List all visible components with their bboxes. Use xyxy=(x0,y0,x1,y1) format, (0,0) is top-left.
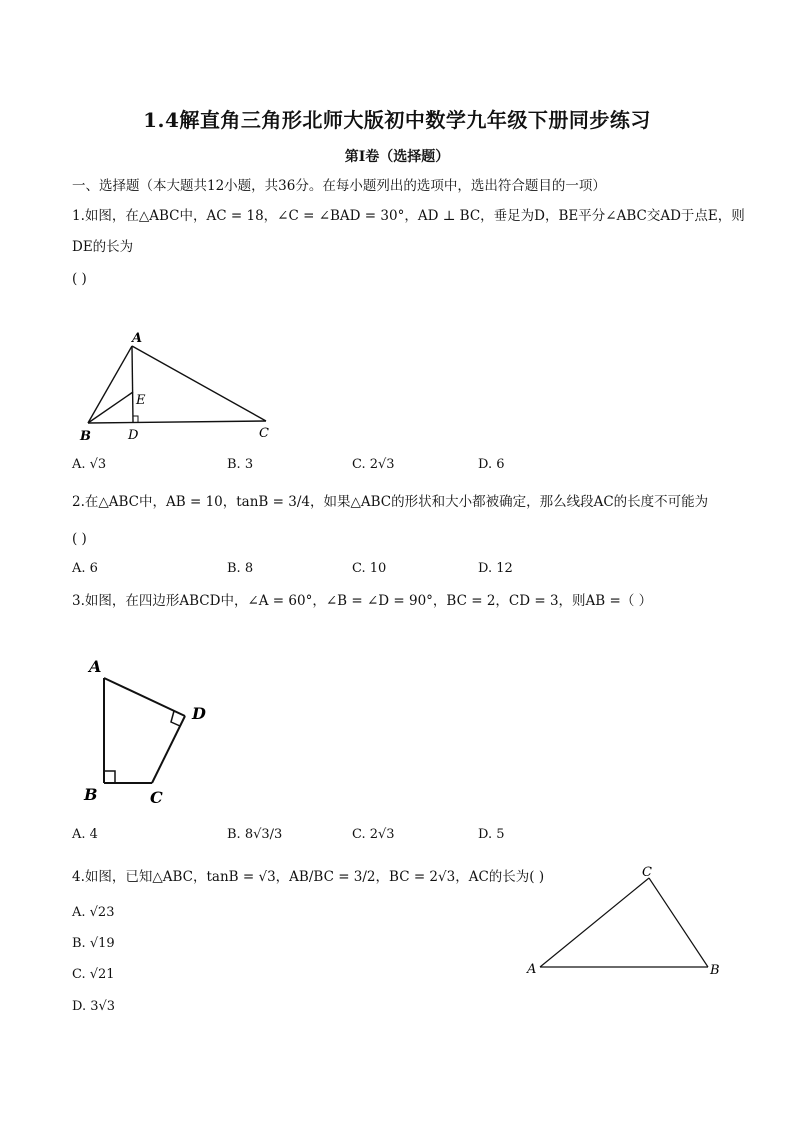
q3-label-a: A xyxy=(89,657,102,676)
section-heading: 一、选择题（本大题共12小题，共36分。在每小题列出的选项中，选出符合题目的一项） xyxy=(72,178,606,194)
page-title: 1.4解直角三角形北师大版初中数学九年级下册同步练习 xyxy=(143,108,651,132)
q2-option-c: C. 10 xyxy=(352,561,387,576)
q3-label-c: C xyxy=(150,788,163,807)
q1-triangle-figure xyxy=(76,326,286,446)
q4-label-b: B xyxy=(710,963,720,978)
q1-stem-line2: DE的长为 xyxy=(72,239,134,255)
q1-altitude-ad xyxy=(132,346,133,422)
q1-label-b: B xyxy=(80,429,91,444)
q1-label-e: E xyxy=(136,393,146,408)
q4-option-c: C. √21 xyxy=(72,967,115,982)
q3-quadrilateral-figure xyxy=(80,652,220,812)
q3-stem-line1: 3.如图，在四边形ABCD中，∠A = 60°，∠B = ∠D = 90°，BC = 2，CD = 3，则AB =（ ） xyxy=(72,593,653,609)
q3-option-b: B. 8√3/3 xyxy=(227,827,283,842)
q2-option-b: B. 8 xyxy=(227,561,254,576)
q3-side-ad xyxy=(104,678,185,716)
q3-label-d: D xyxy=(192,704,206,723)
q2-option-d: D. 12 xyxy=(478,561,513,576)
q4-label-a: A xyxy=(527,962,537,977)
q2-stem-line1: 2.在△ABC中，AB = 10，tanB = 3/4，如果△ABC的形状和大小都被确定，那么线段AC的长度不可能为 xyxy=(72,494,709,510)
q1-label-c: C xyxy=(259,426,269,441)
q1-option-c: C. 2√3 xyxy=(352,457,395,472)
q1-bisector-be xyxy=(88,392,133,423)
q2-answer-paren: ( ) xyxy=(72,531,87,547)
q1-label-a: A xyxy=(132,331,143,346)
q1-side-ac xyxy=(132,346,266,421)
q3-option-d: D. 5 xyxy=(478,827,505,842)
q1-option-b: B. 3 xyxy=(227,457,254,472)
q1-answer-paren: ( ) xyxy=(72,271,87,287)
q4-stem-line1: 4.如图，已知△ABC，tanB = √3，AB/BC = 3/2，BC = 2√3，AC的长为( ) xyxy=(72,869,545,885)
q3-label-b: B xyxy=(84,785,98,804)
q1-label-d: D xyxy=(128,428,139,443)
q1-option-a: A. √3 xyxy=(72,457,107,472)
q4-option-b: B. √19 xyxy=(72,936,115,951)
q2-option-a: A. 6 xyxy=(72,561,98,576)
q4-option-a: A. √23 xyxy=(72,905,115,920)
q1-side-bc xyxy=(88,421,266,423)
page-subtitle: 第I卷（选择题） xyxy=(344,149,450,165)
q3-option-c: C. 2√3 xyxy=(352,827,395,842)
q4-side-ac xyxy=(540,878,649,967)
q4-triangle-figure xyxy=(522,860,732,985)
q4-label-c: C xyxy=(642,865,652,880)
q4-option-d: D. 3√3 xyxy=(72,999,116,1014)
q3-option-a: A. 4 xyxy=(72,827,98,842)
q1-right-angle-mark xyxy=(133,416,138,422)
q1-side-ab xyxy=(88,346,132,423)
q4-side-cb xyxy=(649,878,708,967)
q1-stem-line1: 1.如图，在△ABC中，AC = 18，∠C = ∠BAD = 30°，AD ⊥ BC，垂足为D，BE平分∠ABC交AD于点E，则 xyxy=(72,208,745,224)
q3-side-dc xyxy=(152,716,185,783)
q3-right-angle-b xyxy=(104,771,115,783)
q1-option-d: D. 6 xyxy=(478,457,505,472)
